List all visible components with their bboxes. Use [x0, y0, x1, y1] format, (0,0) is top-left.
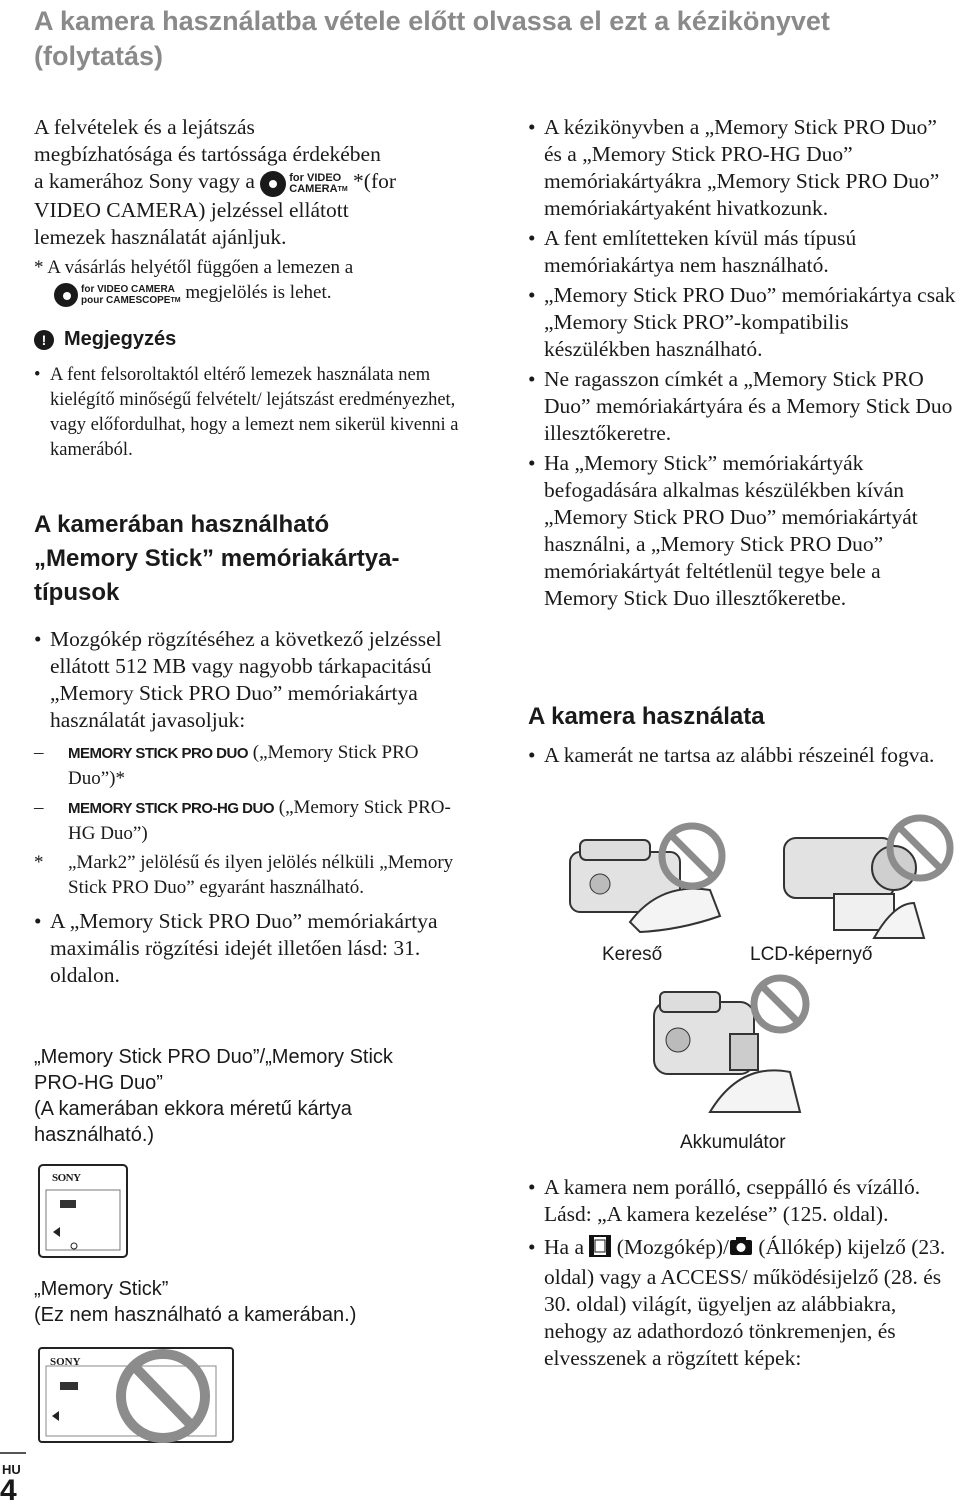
camera-lcd-illustration — [754, 808, 954, 953]
right-bullet-4 — [528, 366, 958, 447]
section-bullet-2-text: A „Memory Stick PRO Duo” memóriakártya maximális rögzítési idejét illetően lásd: 31. oldalon. — [50, 909, 438, 987]
intro-line-4: VIDEO CAMERA) jelzéssel ellátott — [34, 198, 349, 223]
bullet-dot: • — [34, 909, 42, 933]
duo-caption-line-4: használható.) — [34, 1124, 155, 1146]
intro-line-1: A felvételek és a lejátszás — [34, 115, 255, 139]
intro-line-3 — [34, 168, 474, 197]
logo-line-1: for VIDEO — [289, 172, 342, 185]
section-title-line-3: típusok — [34, 579, 120, 606]
intro-paragraph — [34, 114, 474, 307]
warning-icon: ! — [34, 330, 54, 350]
footnote-line-2-text: megjelölés is lehet. — [185, 282, 332, 304]
duo-caption-line-2: PRO-HG Duo” — [34, 1072, 163, 1094]
bullet-access-c: (Állókép) kijelző (23. oldal) vagy a ACCESS/ működésijelző (28. és 30. oldal) világít, ügyeljen az alábbiakra, nehogy az adathordozó tönkremenjen, és elvesszenek a rögzített képek: — [544, 1235, 946, 1370]
duo-caption-line-3: (A kamerában ekkora méretű kártya — [34, 1098, 352, 1120]
logo-line-1: for VIDEO CAMERA — [81, 283, 175, 295]
memory-stick-card-image — [38, 1344, 234, 1449]
duo-caption — [34, 1044, 474, 1148]
bullet-dot: • — [528, 226, 536, 250]
right-bottom-bullets — [528, 1174, 958, 1372]
card-brand: SONY — [50, 1356, 81, 1368]
note-block — [34, 328, 474, 463]
note-body: A fent felsoroltaktól eltérő lemezek használata nem kielégítő minőségű felvételt/ lejátszást eredményezhet, vagy előfordulhat, hogy a lemezt nem sikerül kivenni a kamerából. — [50, 365, 459, 460]
stick-caption — [34, 1276, 474, 1328]
memory-stick-pro-hg-duo-logo: MEMORY STICK PRO-HG DUO — [68, 800, 275, 817]
note-bullet — [34, 363, 474, 463]
intro-line-5: lemezek használatát ajánljuk. — [34, 225, 287, 250]
section-bullet-2 — [34, 908, 474, 989]
section-bullet-1-text: Mozgókép rögzítéséhez a következő jelzéssel ellátott 512 MB vagy nagyobb tárkapacitású „Memory Stick PRO Duo” memóriakártya használatát javasoljuk: — [50, 627, 442, 732]
movie-film-icon — [589, 1235, 611, 1264]
memory-stick-duo-card-image — [38, 1164, 128, 1263]
memory-stick-section — [34, 508, 474, 989]
disc-icon — [54, 283, 78, 307]
duo-caption-line-1: „Memory Stick PRO Duo”/„Memory Stick — [34, 1046, 393, 1068]
dash-item-pro-hg-duo — [34, 795, 474, 846]
label-viewfinder: Kereső — [602, 944, 663, 965]
logo-tm: TM — [170, 296, 181, 304]
bullet-dot: • — [528, 743, 536, 767]
bullet-dot: • — [528, 1175, 536, 1199]
disc-icon — [260, 171, 286, 197]
right-bullet-4-text: Ne ragasszon címkét a „Memory Stick PRO Duo” memóriakártyára és a Memory Stick Duo illesztőkeretre. — [544, 367, 953, 445]
section-title-line-1: A kamerában használható — [34, 511, 330, 538]
camera-still-icon — [729, 1236, 753, 1263]
logo-tm: TM — [337, 186, 348, 194]
label-lcd: LCD-képernyő — [750, 944, 873, 965]
camera-use-bullet-text: A kamerát ne tartsa az alábbi részeinél fogva. — [544, 743, 935, 767]
intro-line-2: megbízhatósága és tartóssága érdekében — [34, 142, 381, 166]
camera-viewfinder-illustration — [560, 812, 730, 947]
bullet-dustproof-text: A kamera nem porálló, cseppálló és vízálló. Lásd: „A kamera kezelése” (125. oldal). — [544, 1175, 921, 1226]
bullet-dot: • — [528, 1235, 536, 1259]
for-video-camera-logo — [260, 169, 347, 197]
bullet-dot: • — [34, 365, 41, 385]
page-number: 4 — [0, 1474, 17, 1507]
bullet-access — [528, 1234, 958, 1372]
bullet-dot: • — [528, 115, 536, 139]
bullet-dustproof — [528, 1174, 958, 1228]
star-note-text: „Mark2” jelölésű és ilyen jelölés nélküli „Memory Stick PRO Duo” egyaránt használható. — [68, 852, 454, 898]
footnote-line-2 — [34, 280, 474, 306]
card-brand: SONY — [52, 1172, 81, 1184]
dash-item-pro-duo — [34, 740, 474, 791]
language-code: HU — [2, 1462, 21, 1477]
bullet-dot: • — [528, 367, 536, 391]
bullet-dot: • — [528, 451, 536, 475]
dash-marker: – — [34, 797, 44, 818]
footer-rule — [0, 1452, 26, 1454]
bullet-dot: • — [528, 283, 536, 307]
prohibited-icon — [754, 978, 806, 1030]
right-bullet-1 — [528, 114, 958, 222]
camera-battery-illustration — [640, 972, 820, 1133]
intro-line-3-suffix: *(for — [353, 169, 397, 193]
right-bullet-3 — [528, 282, 958, 363]
bullet-dot: • — [34, 627, 42, 651]
right-bullet-3-text: „Memory Stick PRO Duo” memóriakártya csak „Memory Stick PRO”-kompatibilis készülékben használható. — [544, 283, 956, 361]
memory-stick-pro-duo-logo: MEMORY STICK PRO DUO — [68, 745, 249, 762]
dash-2-text: („Memory Stick PRO-HG Duo”) — [68, 797, 451, 844]
right-bullets — [528, 114, 958, 612]
right-bullet-5 — [528, 450, 958, 612]
camera-use-section — [528, 702, 958, 769]
label-battery: Akkumulátor — [680, 1132, 786, 1153]
stick-caption-line-2: (Ez nem használható a kamerában.) — [34, 1304, 357, 1326]
right-bullet-2-text: A fent említetteken kívül más típusú memóriakártya nem használható. — [544, 226, 857, 277]
intro-line-3-text: a kamerához Sony vagy a — [34, 169, 255, 193]
dash-1-text: („Memory Stick PRO Duo”)* — [68, 742, 419, 789]
logo-line-2: CAMERA — [289, 183, 338, 196]
star-note — [34, 850, 474, 900]
page-title: A kamera használatba vétele előtt olvassa el ezt a kézikönyvet (folytatás) — [34, 6, 830, 71]
right-bullet-2 — [528, 225, 958, 279]
bullet-access-a: Ha a — [544, 1235, 584, 1259]
camera-use-title: A kamera használata — [528, 703, 765, 730]
right-bullet-1-text: A kézikönyvben a „Memory Stick PRO Duo” és a „Memory Stick PRO-HG Duo” memóriakártyákra „Memory Stick PRO Duo” memóriakártyaként hivatkozunk. — [544, 115, 940, 220]
note-heading — [34, 328, 474, 351]
bullet-access-b: (Mozgókép)/ — [616, 1235, 729, 1259]
camera-use-bullet — [528, 742, 958, 769]
right-bullet-5-text: Ha „Memory Stick” memóriakártyák befogadására alkalmas készülékben kíván „Memory Stick PRO Duo” memóriakártyát használni, a „Memory Stick PRO Duo” memóriakártyát feltétlenül tegye bele a Memory Stick Duo illesztőkeretbe. — [544, 451, 918, 610]
logo-line-2: pour CAMESCOPE — [81, 294, 171, 306]
section-bullet-1 — [34, 626, 474, 734]
note-heading-text: Megjegyzés — [64, 328, 177, 350]
section-title-line-2: „Memory Stick” memóriakártya- — [34, 545, 400, 572]
star-marker: * — [34, 852, 44, 873]
footnote-line-1: * A vásárlás helyétől függően a lemezen a — [34, 257, 354, 279]
for-video-camera-pour-camescope-logo — [54, 281, 181, 307]
stick-caption-line-1: „Memory Stick” — [34, 1278, 169, 1300]
dash-marker: – — [34, 742, 44, 763]
